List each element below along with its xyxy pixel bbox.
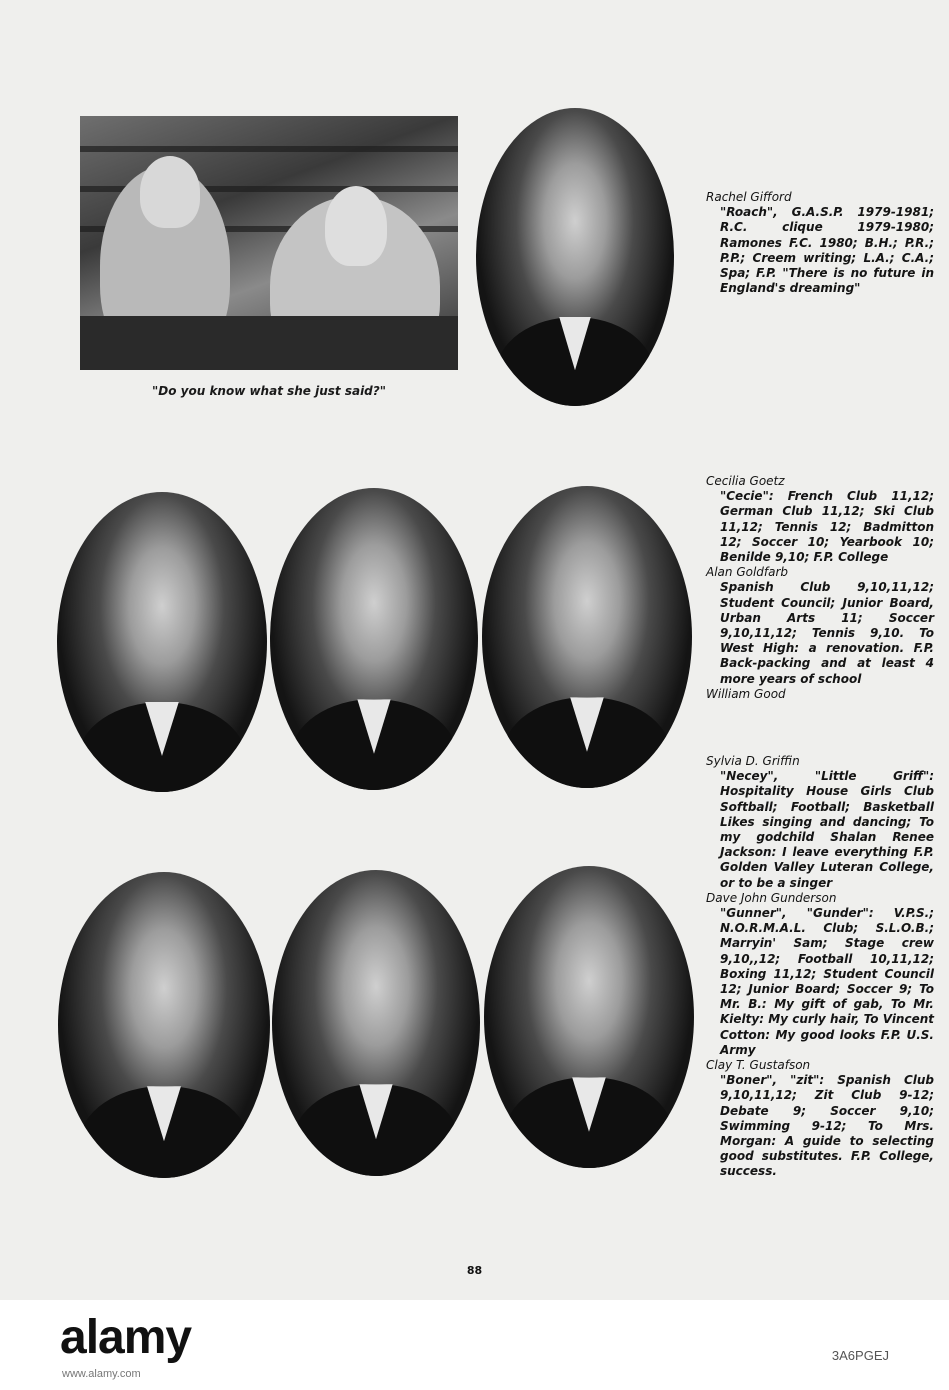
portrait-cecilia-goetz [57, 492, 267, 792]
bio-entry [706, 891, 934, 1058]
photo-caption: "Do you know what she just said?" [152, 384, 386, 398]
portrait-sylvia-griffin [58, 872, 270, 1178]
watermark-bar [0, 1300, 949, 1390]
alamy-logo: alamy [60, 1311, 192, 1364]
student-bio: "Cecie": French Club 11,12; German Club 11,12; Ski Club 11,12; Tennis 12; Badmitton 12; Soccer 10; Yearbook 10; Benilde 9,10; F.P. College [720, 489, 934, 565]
portrait-rachel-gifford [476, 108, 674, 406]
student-bio: "Roach", G.A.S.P. 1979-1981; R.C. clique 1979-1980; Ramones F.C. 1980; B.H.; P.R.; P.P.; Creem writing; L.A.; C.A.; Spa; F.P. "There is no future in England's dreaming" [720, 205, 934, 296]
portrait-alan-goldfarb [270, 488, 478, 790]
classroom-photo [80, 116, 458, 370]
student-name: Cecilia Goetz [706, 474, 785, 488]
bio-entry [706, 1058, 934, 1180]
student-name: Alan Goldfarb [706, 565, 789, 580]
student-name: Sylvia D. Griffin [706, 754, 800, 768]
bio-entry [706, 687, 934, 702]
portrait-clay-gustafson [484, 866, 694, 1168]
bio-entry [706, 565, 934, 687]
portrait-dave-gunderson [272, 870, 480, 1176]
student-name: Rachel Gifford [706, 190, 792, 204]
portrait-william-good [482, 486, 692, 788]
bio-entry [706, 474, 934, 565]
student-bio: Spanish Club 9,10,11,12; Student Council; Junior Board, Urban Arts 11; Soccer 9,10,11,12; Tennis 9,10. To West High: a renovation. F.P. Back-packing and at least 4 more years of school [720, 580, 934, 686]
bio-column-top [706, 190, 934, 296]
bio-column-bottom [706, 754, 934, 1180]
page-number: 88 [466, 1264, 483, 1277]
image-id: 3A6PGEJ [831, 1348, 889, 1363]
student-name: William Good [706, 686, 786, 701]
student-bio: "Boner", "zit": Spanish Club 9,10,11,12; Zit Club 9-12; Debate 9; Soccer 9,10; Swimming 9-12; To Mrs. Morgan: A guide to selecting good substitutes. F.P. College, success. [720, 1073, 934, 1179]
student-name: Clay T. Gustafson [706, 1058, 811, 1073]
student-bio: "Necey", "Little Griff": Hospitality House Girls Club Softball; Football; Basketball Likes singing and dancing; To my godchild Shalan Renee Jackson: I leave everything F.P. Golden Valley Luteran College, or to be a singer [720, 769, 934, 890]
student-bio: "Gunner", "Gunder": V.P.S.; N.O.R.M.A.L. Club; S.L.O.B.; Marryin' Sam; Stage crew 9,10,,12; Football 10,11,12; Boxing 11,12; Student Council 12; Junior Board; Soccer 9; To Mr. B.: My gift of gab, To Mr. Kielty: My curly hair, To Vincent Cotton: My good looks F.P. U.S. Army [720, 906, 934, 1057]
bio-entry [706, 190, 934, 296]
bio-entry [706, 754, 934, 891]
bio-column-middle [706, 474, 934, 702]
student-name: Dave John Gunderson [706, 890, 837, 905]
watermark-url: www.alamy.com [62, 1368, 141, 1380]
